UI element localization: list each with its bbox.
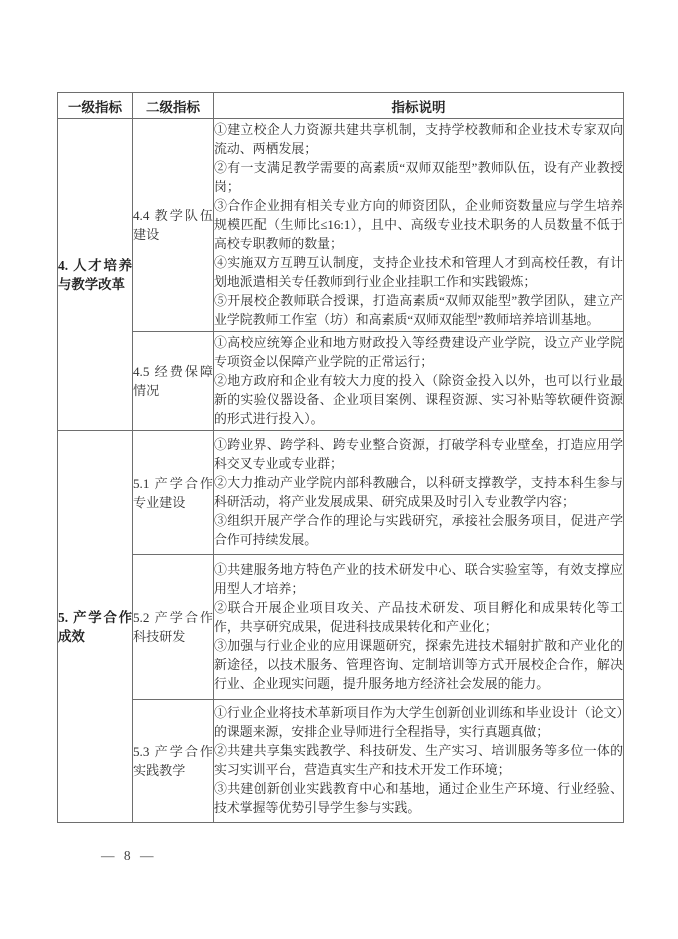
description-item: ①高校应统筹企业和地方财政投入等经费建设产业学院，设立产业学院专项资金以保障产业学院的正常运行； (214, 335, 623, 369)
level2-cell-major-construction: 5.1 产学合作专业建设 (133, 431, 214, 555)
description-item: ③组织开展产学合作的理论与实践研究，承接社会服务项目，促进产学合作可持续发展。 (214, 513, 623, 547)
description-cell-funding-guarantee (214, 332, 624, 431)
table-row-5-3 (58, 700, 624, 823)
description-item: ②共建共享集实践教学、科技研发、生产实习、培训服务等多位一体的实习实训平台，营造真实生产和技术开发工作环境； (214, 744, 623, 777)
description-item: ②有一支满足教学需要的高素质“双师双能型”教师队伍，设有产业教授岗； (214, 160, 623, 194)
description-cell-teaching-team (214, 119, 624, 332)
description-cell-practice-teaching (214, 700, 624, 823)
table-row-5-2 (58, 555, 624, 700)
description-cell-tech-research (214, 555, 624, 700)
description-cell-major-construction (214, 431, 624, 555)
header-level2-indicator: 二级指标 (133, 93, 214, 119)
indicator-table (57, 92, 624, 823)
header-level1-indicator: 一级指标 (58, 93, 133, 119)
level2-cell-tech-research: 5.2 产学合作科技研发 (133, 555, 214, 700)
description-item: ③加强与行业企业的应用课题研究，探索先进技术辐射扩散和产业化的新途径，以技术服务、管理咨询、定制培训等方式开展校企合作，解决行业、企业现实问题，提升服务地方经济社会发展的能力。 (214, 638, 623, 691)
description-item: ②地方政府和企业有较大力度的投入（除资金投入以外，也可以行业最新的实验仪器设备、企业项目案例、课程资源、实习补贴等软硬件资源的形式进行投入）。 (214, 373, 623, 426)
description-item: ①行业企业将技术革新项目作为大学生创新创业训练和毕业设计（论文）的课题来源，安排企业导师进行全程指导，实行真题真做； (214, 706, 623, 739)
header-indicator-description: 指标说明 (214, 93, 624, 119)
description-item: ②联合开展企业项目攻关、产品技术研发、项目孵化和成果转化等工作，共享研究成果，促进科技成果转化和产业化； (214, 600, 623, 634)
description-item: ②大力推动产业学院内部科教融合，以科研支撑教学，支持本科生参与科研活动，将产业发展成果、研究成果及时引入专业教学内容； (214, 475, 623, 509)
level1-cell-talent-cultivation: 4. 人才培养与教学改革 (58, 119, 133, 431)
table-row-4-5 (58, 332, 624, 431)
level2-cell-funding-guarantee: 4.5 经费保障情况 (133, 332, 214, 431)
description-item: ③共建创新创业实践教育中心和基地，通过企业生产环境、行业经验、技术掌握等优势引导学生参与实践。 (214, 782, 623, 815)
table-row-5-1 (58, 431, 624, 555)
description-item: ①建立校企人力资源共建共享机制，支持学校教师和企业技术专家双向流动、两栖发展； (214, 122, 623, 156)
page-number: — 8 — (101, 848, 157, 863)
table-row-4-4 (58, 119, 624, 332)
description-item: ①跨业界、跨学科、跨专业整合资源，打破学科专业壁垒，打造应用学科交叉专业或专业群； (214, 437, 623, 471)
description-item: ⑤开展校企教师联合授课，打造高素质“双师双能型”教学团队，建立产业学院教师工作室（坊）和高素质“双师双能型”教师培养培训基地。 (214, 293, 623, 327)
table-header-row (58, 93, 624, 119)
level1-cell-industry-cooperation: 5. 产学合作成效 (58, 431, 133, 823)
description-item: ③合作企业拥有相关专业方向的师资团队，企业师资数量应与学生培养规模匹配（生师比≤16:1），且中、高级专业技术职务的人员数量不低于高校专职教师的数量； (214, 198, 623, 251)
description-item: ④实施双方互聘互认制度，支持企业技术和管理人才到高校任教，有计划地派遣相关专任教师到行业企业挂职工作和实践锻炼； (214, 255, 623, 289)
level2-cell-practice-teaching: 5.3 产学合作实践教学 (133, 700, 214, 823)
description-item: ①共建服务地方特色产业的技术研发中心、联合实验室等，有效支撑应用型人才培养； (214, 562, 623, 596)
level2-cell-teaching-team: 4.4 教学队伍建设 (133, 119, 214, 332)
